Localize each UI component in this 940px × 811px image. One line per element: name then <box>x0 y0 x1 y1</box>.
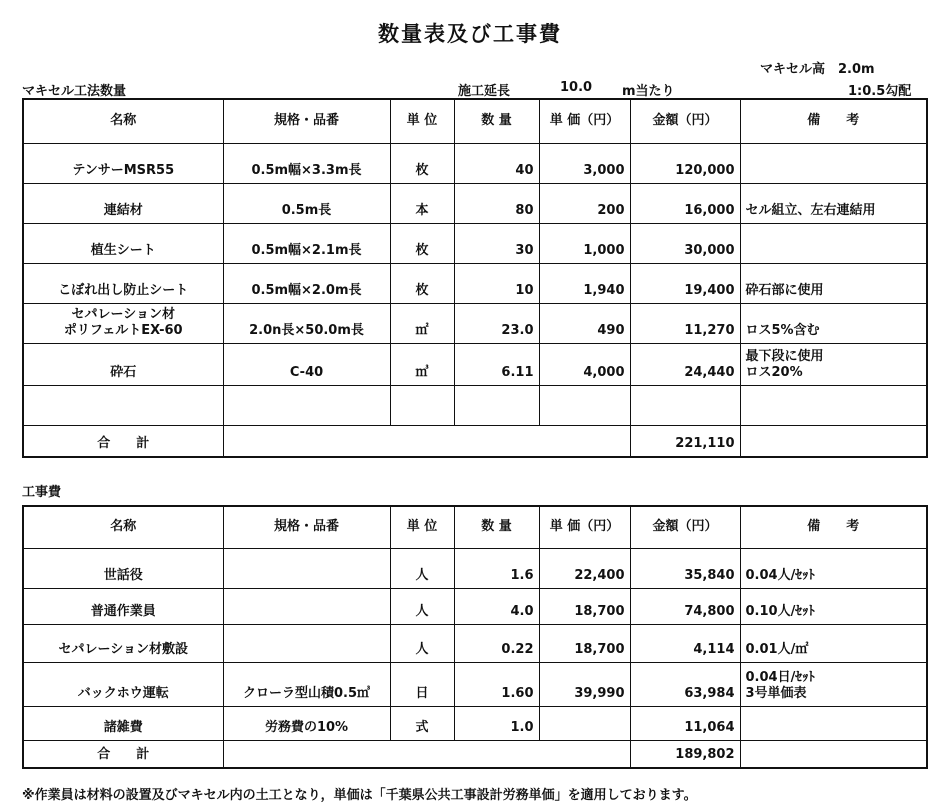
item-spec: 0.5m幅×2.0m長 <box>223 263 390 303</box>
labor-table <box>22 505 928 769</box>
table-row <box>23 303 927 343</box>
header-unit-price: 単 価（円） <box>539 99 630 143</box>
item-quantity: 10 <box>454 263 539 303</box>
total-note <box>740 425 927 457</box>
table-row <box>23 706 927 740</box>
item-spec: クローラ型山積0.5㎥ <box>223 662 390 706</box>
item-name <box>23 385 223 425</box>
total-blank <box>223 425 630 457</box>
item-quantity: 1.0 <box>454 706 539 740</box>
item-amount: 11,064 <box>630 706 740 740</box>
item-unit: 枚 <box>390 223 454 263</box>
item-name: テンサーMSR55 <box>23 143 223 183</box>
item-quantity: 40 <box>454 143 539 183</box>
section-title-materials: マキセル工法数量 <box>22 84 127 99</box>
item-name: 諸雑費 <box>23 706 223 740</box>
item-unit-price: 200 <box>539 183 630 223</box>
item-amount: 120,000 <box>630 143 740 183</box>
item-unit: ㎡ <box>390 303 454 343</box>
item-amount: 74,800 <box>630 588 740 624</box>
item-quantity: 1.6 <box>454 548 539 588</box>
cell-height-spec: マキセル高 2.0m <box>760 62 875 77</box>
item-unit: 人 <box>390 624 454 662</box>
page-title: 数量表及び工事費 <box>378 22 562 46</box>
item-name: 普通作業員 <box>23 588 223 624</box>
item-name: 世話役 <box>23 548 223 588</box>
item-note: セル組立、左右連結用 <box>740 183 927 223</box>
item-unit-price: 18,700 <box>539 588 630 624</box>
header-notes: 備 考 <box>740 99 927 143</box>
total-blank <box>223 740 630 768</box>
item-quantity: 23.0 <box>454 303 539 343</box>
item-quantity: 30 <box>454 223 539 263</box>
header-spec: 規格・品番 <box>223 99 390 143</box>
item-name: こぼれ出し防止シート <box>23 263 223 303</box>
total-label: 合 計 <box>23 425 223 457</box>
item-note <box>740 385 927 425</box>
extension-label: 施工延長 <box>458 84 511 99</box>
item-unit: 式 <box>390 706 454 740</box>
item-spec <box>223 548 390 588</box>
item-spec <box>223 624 390 662</box>
header-amount: 金額（円） <box>630 506 740 548</box>
item-unit: ㎥ <box>390 343 454 385</box>
header-quantity: 数 量 <box>454 506 539 548</box>
total-amount: 221,110 <box>630 425 740 457</box>
item-unit-price: 490 <box>539 303 630 343</box>
item-quantity: 6.11 <box>454 343 539 385</box>
item-unit: 本 <box>390 183 454 223</box>
item-name: セパレーション材敷設 <box>23 624 223 662</box>
item-note: 0.04人/ｾｯﾄ <box>740 548 927 588</box>
item-spec: 0.5m幅×3.3m長 <box>223 143 390 183</box>
header-unit: 単 位 <box>390 99 454 143</box>
item-quantity <box>454 385 539 425</box>
item-note: 0.04日/ｾｯﾄ 3号単価表 <box>740 662 927 706</box>
item-spec: 労務費の10% <box>223 706 390 740</box>
table-row <box>23 263 927 303</box>
item-unit-price: 3,000 <box>539 143 630 183</box>
item-unit <box>390 385 454 425</box>
materials-table <box>22 98 928 458</box>
header-spec: 規格・品番 <box>223 506 390 548</box>
item-spec <box>223 385 390 425</box>
item-note: 0.10人/ｾｯﾄ <box>740 588 927 624</box>
item-name: 砕石 <box>23 343 223 385</box>
item-spec: C-40 <box>223 343 390 385</box>
item-amount: 24,440 <box>630 343 740 385</box>
item-quantity: 80 <box>454 183 539 223</box>
total-note <box>740 740 927 768</box>
table-row <box>23 624 927 662</box>
table-row <box>23 588 927 624</box>
header-unit: 単 位 <box>390 506 454 548</box>
item-name: 植生シート <box>23 223 223 263</box>
item-spec: 0.5m長 <box>223 183 390 223</box>
item-note: 最下段に使用 ロス20% <box>740 343 927 385</box>
item-unit-price <box>539 706 630 740</box>
item-unit: 人 <box>390 588 454 624</box>
item-unit: 人 <box>390 548 454 588</box>
total-row <box>23 740 927 768</box>
item-spec: 0.5m幅×2.1m長 <box>223 223 390 263</box>
header-name: 名称 <box>23 506 223 548</box>
item-amount: 19,400 <box>630 263 740 303</box>
item-name: バックホウ運転 <box>23 662 223 706</box>
item-unit-price: 1,000 <box>539 223 630 263</box>
item-unit: 枚 <box>390 143 454 183</box>
item-quantity: 0.22 <box>454 624 539 662</box>
item-unit-price: 4,000 <box>539 343 630 385</box>
item-amount: 63,984 <box>630 662 740 706</box>
item-note: 0.01人/㎡ <box>740 624 927 662</box>
table-row <box>23 385 927 425</box>
item-amount: 4,114 <box>630 624 740 662</box>
table-row <box>23 183 927 223</box>
table-row <box>23 223 927 263</box>
item-quantity: 4.0 <box>454 588 539 624</box>
item-note <box>740 706 927 740</box>
item-unit-price <box>539 385 630 425</box>
total-amount: 189,802 <box>630 740 740 768</box>
item-unit: 枚 <box>390 263 454 303</box>
item-amount: 11,270 <box>630 303 740 343</box>
item-amount: 16,000 <box>630 183 740 223</box>
table-row <box>23 548 927 588</box>
item-unit-price: 39,990 <box>539 662 630 706</box>
header-name: 名称 <box>23 99 223 143</box>
header-quantity: 数 量 <box>454 99 539 143</box>
item-name: 連結材 <box>23 183 223 223</box>
item-unit-price: 1,940 <box>539 263 630 303</box>
total-row <box>23 425 927 457</box>
extension-unit: m当たり <box>622 84 675 99</box>
section-title-labor: 工事費 <box>22 485 62 500</box>
item-amount: 35,840 <box>630 548 740 588</box>
total-label: 合 計 <box>23 740 223 768</box>
item-note <box>740 143 927 183</box>
item-note <box>740 223 927 263</box>
item-spec <box>223 588 390 624</box>
table-row <box>23 662 927 706</box>
header-unit-price: 単 価（円） <box>539 506 630 548</box>
item-unit-price: 18,700 <box>539 624 630 662</box>
item-name: セパレーション材 ポリフェルトEX-60 <box>23 303 223 343</box>
item-note: 砕石部に使用 <box>740 263 927 303</box>
table-row <box>23 343 927 385</box>
header-amount: 金額（円） <box>630 99 740 143</box>
item-unit: 日 <box>390 662 454 706</box>
item-unit-price: 22,400 <box>539 548 630 588</box>
slope-ratio: 1:0.5勾配 <box>848 84 912 99</box>
extension-value: 10.0 <box>560 80 593 95</box>
table-row <box>23 143 927 183</box>
item-amount: 30,000 <box>630 223 740 263</box>
item-note: ロス5%含む <box>740 303 927 343</box>
header-notes: 備 考 <box>740 506 927 548</box>
item-amount <box>630 385 740 425</box>
footnote: ※作業員は材料の設置及びマキセル内の土工となり，単価は「千葉県公共工事設計労務単価」を適用しております。 <box>22 788 697 803</box>
item-quantity: 1.60 <box>454 662 539 706</box>
item-spec: 2.0n長×50.0m長 <box>223 303 390 343</box>
